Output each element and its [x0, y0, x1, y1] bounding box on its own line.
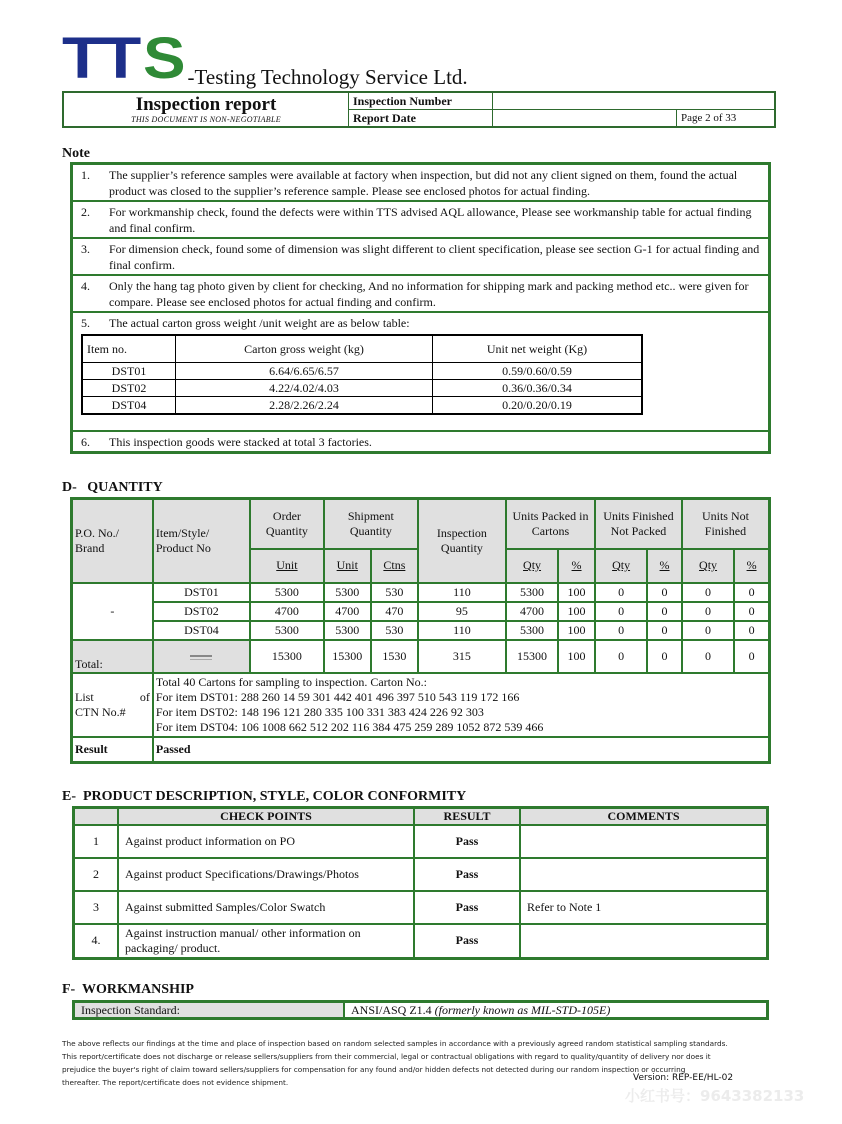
- conformity-num: 2: [74, 858, 119, 891]
- qty-cell: 100: [558, 583, 595, 602]
- weight-cell: 0.59/0.60/0.59: [433, 363, 643, 380]
- weight-cell: 0.36/0.36/0.34: [433, 380, 643, 397]
- note-item: [73, 313, 768, 432]
- ctn-line: For item DST02: 148 196 121 280 335 100 331 383 424 226 92 303: [155, 704, 484, 719]
- qty-cell: 100: [558, 621, 595, 640]
- total-cell: 0: [734, 640, 769, 673]
- inspection-number-label: Inspection Number: [349, 93, 492, 110]
- qty-cell: 530: [371, 621, 418, 640]
- total-cell: 315: [418, 640, 506, 673]
- notes-box: [70, 162, 771, 454]
- qty-cell: 0: [682, 621, 734, 640]
- qty-cell: 0: [595, 583, 647, 602]
- weight-header: Item no.: [82, 335, 176, 363]
- watermark: 小红书号：9643382133: [625, 1087, 805, 1105]
- result-label: Result: [72, 737, 153, 763]
- ctns-subheader: Ctns: [371, 549, 418, 583]
- note-number: 6.: [81, 435, 90, 449]
- conformity-row: [74, 891, 768, 924]
- conformity-header: CHECK POINTS: [118, 808, 414, 826]
- conformity-comment: [520, 924, 768, 958]
- qty-cell: 95: [418, 602, 506, 621]
- conformity-comment: Refer to Note 1: [520, 891, 768, 924]
- qty-cell: 530: [371, 583, 418, 602]
- qty-cell: 0: [647, 621, 682, 640]
- weight-header: Unit net weight (Kg): [433, 335, 643, 363]
- conformity-title: E- PRODUCT DESCRIPTION, STYLE, COLOR CONFORMITY: [62, 789, 467, 804]
- note-text: The supplier’s reference samples were available at factory when inspection, but did not any client signed on them, found the actual product was closed to the supplier’s reference sample. Please see enclosed photos for actual finding.: [109, 168, 738, 198]
- conformity-result: Pass: [414, 924, 520, 958]
- note-text: This inspection goods were stacked at total 3 factories.: [109, 435, 372, 449]
- po-value: -: [72, 583, 153, 640]
- page-number: Page 2 of 33: [681, 112, 737, 124]
- conformity-row: [74, 924, 768, 958]
- ctn-label-1: List: [75, 689, 94, 704]
- conformity-checkpoint: Against submitted Samples/Color Swatch: [118, 891, 414, 924]
- logo-s: S: [142, 26, 186, 91]
- qty-cell: 5300: [324, 621, 371, 640]
- ctn-label: [72, 673, 153, 737]
- conformity-row: [74, 825, 768, 858]
- conformity-row: [74, 858, 768, 891]
- qty-cell: 100: [558, 602, 595, 621]
- standard-note: (formerly known as MIL-STD-105E): [434, 1003, 611, 1017]
- conformity-checkpoint: Against product information on PO: [118, 825, 414, 858]
- company-name: -Testing Technology Service Ltd.: [187, 65, 468, 89]
- result-row: [72, 737, 770, 763]
- ctn-list: [153, 673, 770, 737]
- nf-header: Units Not Finished: [682, 499, 770, 549]
- qty-cell: 0: [734, 602, 769, 621]
- total-cell: 0: [647, 640, 682, 673]
- total-cell: 15300: [324, 640, 371, 673]
- note-title: Note: [62, 146, 90, 161]
- weight-table: [81, 334, 643, 415]
- conformity-header: RESULT: [414, 808, 520, 826]
- report-date-value: [493, 110, 677, 126]
- quantity-title: D- QUANTITY: [62, 480, 163, 495]
- conformity-comment: [520, 858, 768, 891]
- conformity-header: COMMENTS: [520, 808, 768, 826]
- qty-cell: 5300: [250, 583, 324, 602]
- weight-header: Carton gross weight (kg): [176, 335, 433, 363]
- conformity-result: Pass: [414, 825, 520, 858]
- pct-subheader: %: [734, 549, 769, 583]
- po-header: P.O. No./ Brand: [72, 499, 153, 583]
- ctn-label-3: CTN No.#: [75, 704, 126, 719]
- weight-cell: 6.64/6.65/6.57: [176, 363, 433, 380]
- report-title: Inspection report: [135, 94, 277, 115]
- note-number: 2.: [81, 205, 90, 219]
- qty-subheader: Qty: [682, 549, 734, 583]
- workmanship-box: [72, 1000, 769, 1020]
- total-cell: 100: [558, 640, 595, 673]
- qty-cell: 0: [682, 602, 734, 621]
- qty-cell: 0: [734, 583, 769, 602]
- packed-header: Units Packed in Cartons: [506, 499, 595, 549]
- qty-cell: 5300: [324, 583, 371, 602]
- qty-cell: 470: [371, 602, 418, 621]
- total-label: Total:: [72, 640, 153, 673]
- conformity-checkpoint: Against product Specifications/Drawings/Photos: [118, 858, 414, 891]
- note-item: [73, 432, 768, 451]
- ctn-line: For item DST01: 288 260 14 59 301 442 401 496 397 510 543 119 172 166: [155, 689, 520, 704]
- total-row: [72, 640, 770, 673]
- ctn-label-2: of: [139, 689, 150, 704]
- workmanship-title: F- WORKMANSHIP: [62, 982, 194, 997]
- qty-cell: 110: [418, 621, 506, 640]
- total-cell: 15300: [250, 640, 324, 673]
- weight-row: [82, 380, 642, 397]
- qty-cell: 0: [647, 602, 682, 621]
- disclaimer-line: thereafter. The report/certificate does not evidence shipment.: [62, 1078, 289, 1087]
- qty-cell: 0: [682, 583, 734, 602]
- ctn-line: For item DST04: 106 1008 662 512 202 116 384 475 259 289 1052 872 539 466: [155, 719, 544, 734]
- report-subtitle: THIS DOCUMENT IS NON-NEGOTIABLE: [131, 115, 281, 124]
- quantity-row: [72, 621, 770, 640]
- report-date-label: Report Date: [353, 111, 416, 125]
- inspection-number-value: [493, 93, 774, 110]
- conformity-result: Pass: [414, 858, 520, 891]
- version-label: Version: REP-EE/HL-02: [633, 1073, 734, 1083]
- qty-cell: DST04: [153, 621, 250, 640]
- note-text: The actual carton gross weight /unit weight are as below table:: [109, 316, 410, 330]
- qty-cell: DST01: [153, 583, 250, 602]
- total-dash: [153, 640, 250, 673]
- quantity-table: [70, 497, 771, 764]
- qty-subheader: Qty: [506, 549, 558, 583]
- conformity-table: [72, 806, 769, 960]
- weight-cell: 0.20/0.20/0.19: [433, 397, 643, 415]
- quantity-row: [72, 602, 770, 621]
- standard-label: Inspection Standard:: [75, 1003, 345, 1017]
- weight-cell: DST01: [82, 363, 176, 380]
- ctn-line: Total 40 Cartons for sampling to inspection. Carton No.:: [155, 674, 427, 689]
- fnp-header: Units Finished Not Packed: [595, 499, 682, 549]
- qty-cell: 5300: [250, 621, 324, 640]
- total-cell: 0: [595, 640, 647, 673]
- inspection-header: Inspection Quantity: [418, 499, 506, 583]
- qty-cell: 5300: [506, 621, 558, 640]
- unit-subheader: Unit: [250, 549, 324, 583]
- ctn-row: [72, 673, 770, 737]
- note-item: [73, 202, 768, 239]
- disclaimer-line: The above reflects our findings at the time and place of inspection based on random selected samples in accordance with a previously agreed random statistical sampling standards.: [62, 1039, 728, 1048]
- standard-value-wrap: [345, 1003, 766, 1017]
- qty-cell: 4700: [250, 602, 324, 621]
- total-cell: 15300: [506, 640, 558, 673]
- note-text: For workmanship check, found the defects were within TTS advised AQL allowance, Please see workmanship table for actual finding and final confirm.: [109, 205, 752, 235]
- qty-cell: 0: [595, 621, 647, 640]
- conformity-checkpoint: Against instruction manual/ other information on packaging/ product.: [118, 924, 414, 958]
- qty-cell: 0: [595, 602, 647, 621]
- weight-cell: DST02: [82, 380, 176, 397]
- company-logo: [62, 26, 468, 91]
- note-item: [73, 239, 768, 276]
- weight-cell: DST04: [82, 397, 176, 415]
- conformity-result: Pass: [414, 891, 520, 924]
- note-number: 1.: [81, 168, 90, 182]
- quantity-row: [72, 583, 770, 602]
- qty-cell: 4700: [506, 602, 558, 621]
- qty-cell: DST02: [153, 602, 250, 621]
- pct-subheader: %: [647, 549, 682, 583]
- qty-cell: 0: [647, 583, 682, 602]
- note-text: Only the hang tag photo given by client for checking, And no information for shipping mark and packing method etc.. were given for compare. Please see enclosed photos for actual finding and confirm.: [109, 279, 749, 309]
- note-number: 5.: [81, 316, 90, 330]
- qty-subheader: Qty: [595, 549, 647, 583]
- disclaimer-line: This report/certificate does not discharge or release sellers/suppliers from their commercial, legal or contractual obligations with regard to quality/quantity of delivery nor does it: [62, 1052, 711, 1061]
- unit-subheader: Unit: [324, 549, 371, 583]
- conformity-comment: [520, 825, 768, 858]
- weight-cell: 4.22/4.02/4.03: [176, 380, 433, 397]
- conformity-num: 1: [74, 825, 119, 858]
- qty-cell: 110: [418, 583, 506, 602]
- weight-row: [82, 363, 642, 380]
- result-value: Passed: [153, 737, 770, 763]
- qty-cell: 5300: [506, 583, 558, 602]
- conformity-num: 4.: [74, 924, 119, 958]
- weight-cell: 2.28/2.26/2.24: [176, 397, 433, 415]
- total-cell: 0: [682, 640, 734, 673]
- standard-value: ANSI/ASQ Z1.4: [351, 1003, 432, 1017]
- qty-cell: 4700: [324, 602, 371, 621]
- item-header: Item/Style/ Product No: [153, 499, 250, 583]
- note-text: For dimension check, found some of dimension was slight different to client specification, please see section G-1 for actual finding and final confirm.: [109, 242, 760, 272]
- report-header: [62, 91, 776, 128]
- disclaimer-line: prejudice the buyer's right of claim toward sellers/suppliers for compensation for any found and/or hidden defects not detected during our random inspection or occurring: [62, 1065, 686, 1074]
- conformity-num: 3: [74, 891, 119, 924]
- note-number: 3.: [81, 242, 90, 256]
- logo-tt: TT: [62, 26, 139, 91]
- qty-cell: 0: [734, 621, 769, 640]
- weight-row: [82, 397, 642, 415]
- conformity-header: [74, 808, 119, 826]
- order-header: Order Quantity: [250, 499, 324, 549]
- total-cell: 1530: [371, 640, 418, 673]
- note-number: 4.: [81, 279, 90, 293]
- note-item: [73, 165, 768, 202]
- shipment-header: Shipment Quantity: [324, 499, 418, 549]
- note-item: [73, 276, 768, 313]
- pct-subheader: %: [558, 549, 595, 583]
